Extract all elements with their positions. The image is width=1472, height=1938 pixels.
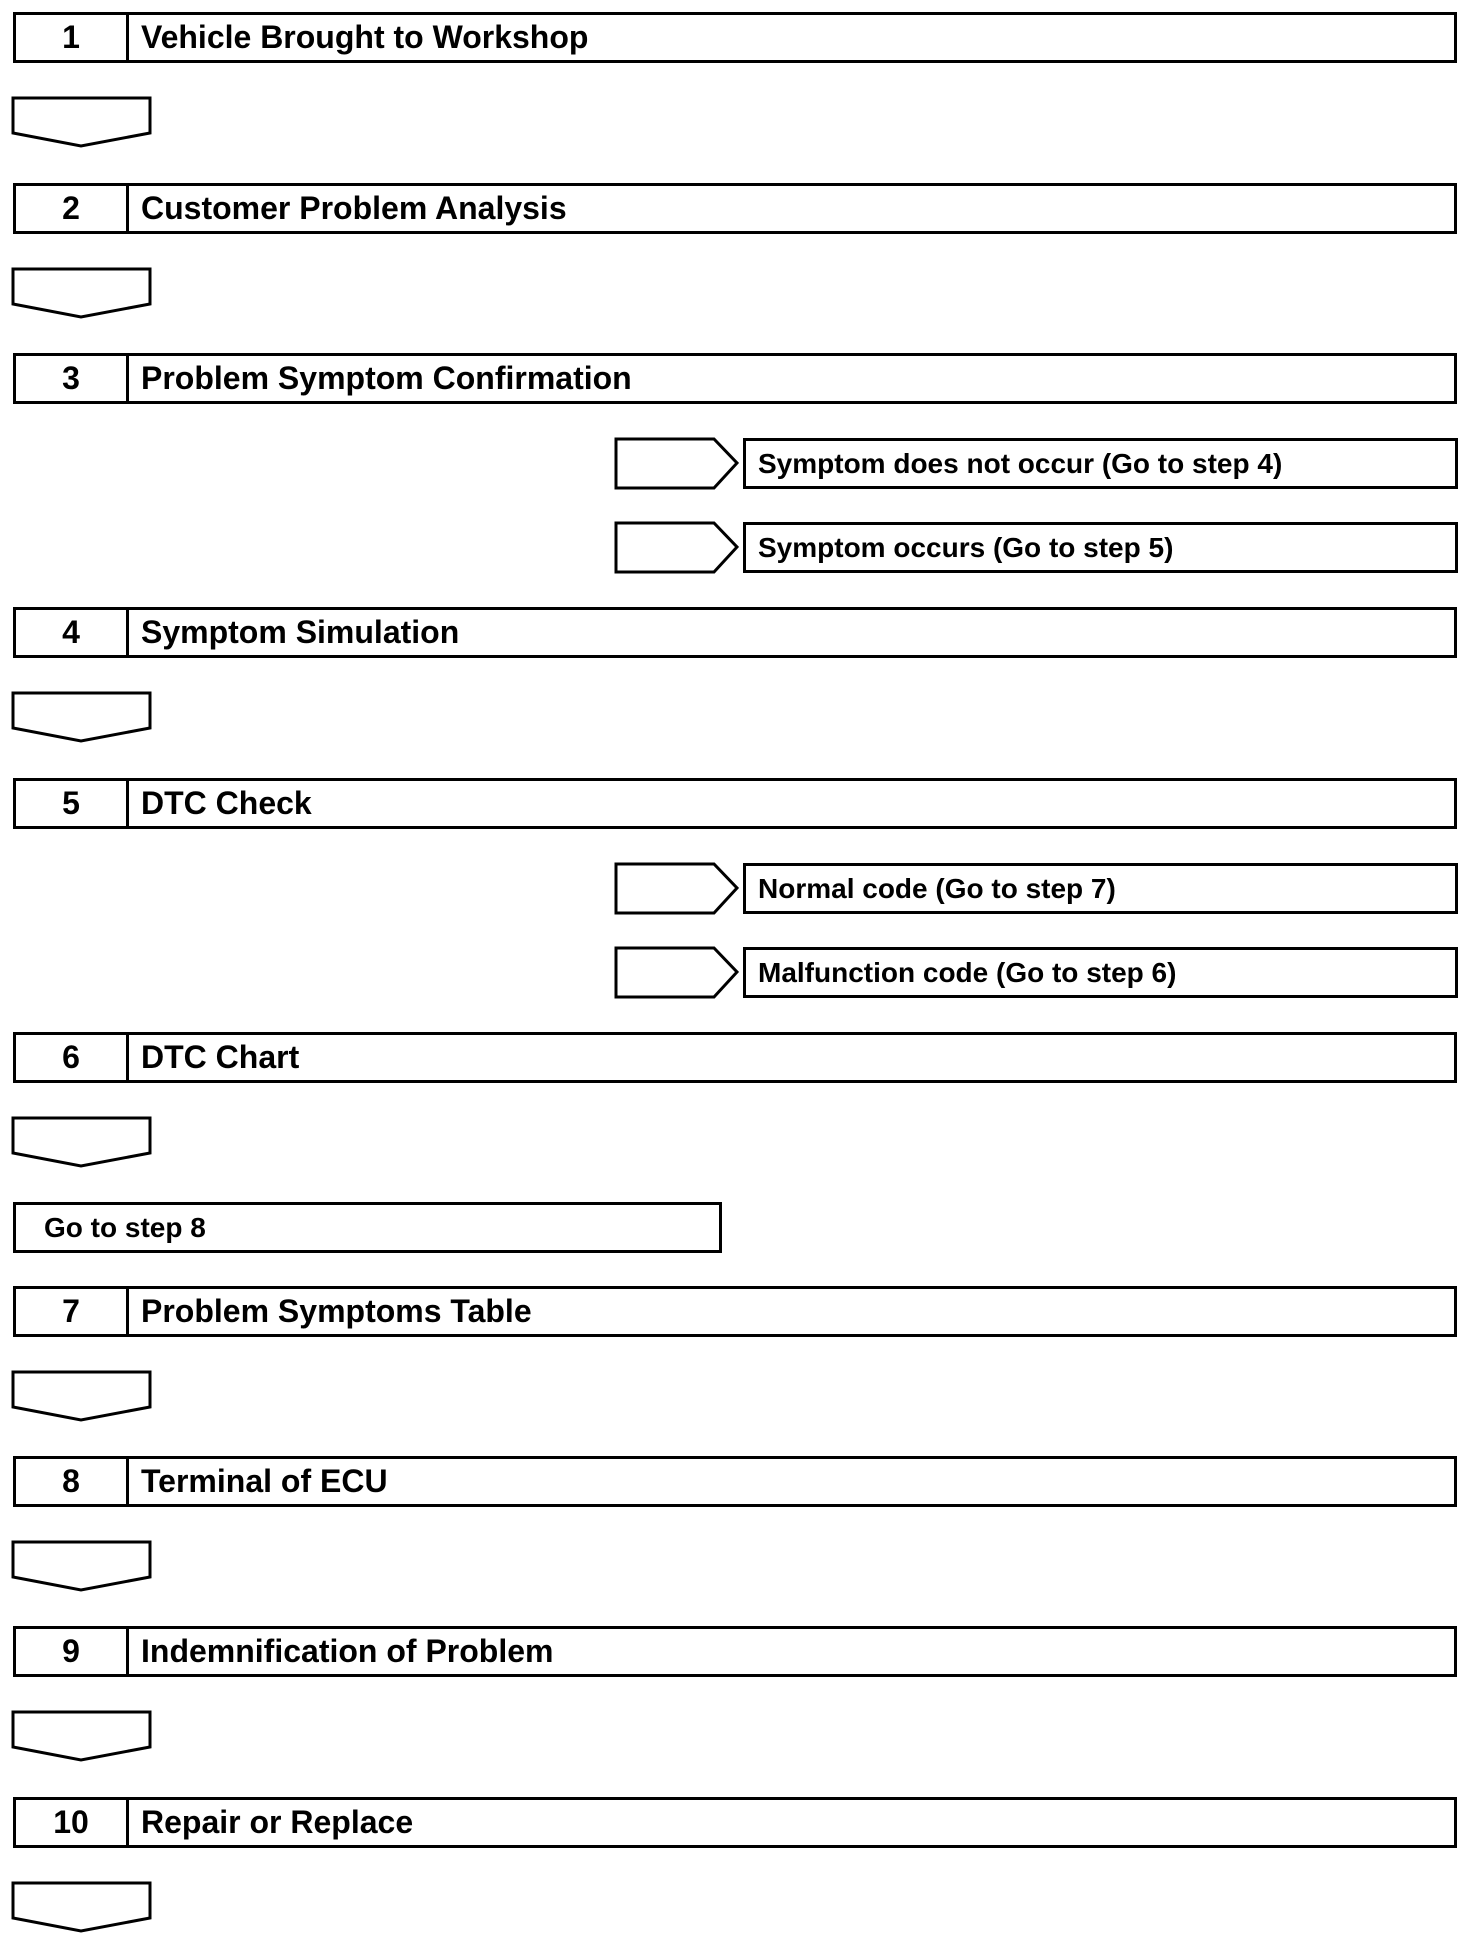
step-number: 9 bbox=[16, 1629, 129, 1674]
right-arrow-icon bbox=[614, 946, 739, 999]
step-title: Customer Problem Analysis bbox=[141, 190, 567, 226]
branch-normal-code: Normal code (Go to step 7) bbox=[743, 863, 1458, 914]
down-arrow-icon bbox=[11, 96, 152, 148]
step-7-box bbox=[13, 1286, 1457, 1337]
step-3-box bbox=[13, 353, 1457, 404]
step-10-box bbox=[13, 1797, 1457, 1848]
step-number: 10 bbox=[16, 1800, 129, 1845]
step-6-box bbox=[13, 1032, 1457, 1083]
down-arrow-icon bbox=[11, 1881, 152, 1933]
right-arrow-icon bbox=[614, 521, 739, 574]
step-title: Indemnification of Problem bbox=[141, 1633, 554, 1669]
step-title: Problem Symptoms Table bbox=[141, 1293, 532, 1329]
step-title: Terminal of ECU bbox=[141, 1463, 388, 1499]
step-1-box bbox=[13, 12, 1457, 63]
step-number: 2 bbox=[16, 186, 129, 231]
right-arrow-icon bbox=[614, 437, 739, 490]
step-number: 7 bbox=[16, 1289, 129, 1334]
step-number: 1 bbox=[16, 15, 129, 60]
step-number: 4 bbox=[16, 610, 129, 655]
step-4-box bbox=[13, 607, 1457, 658]
down-arrow-icon bbox=[11, 1710, 152, 1762]
step-title: Repair or Replace bbox=[141, 1804, 414, 1840]
goto-step-8-box: Go to step 8 bbox=[13, 1202, 722, 1253]
step-number: 8 bbox=[16, 1459, 129, 1504]
step-title: Problem Symptom Confirmation bbox=[141, 360, 632, 396]
step-5-box bbox=[13, 778, 1457, 829]
branch-symptom-occurs: Symptom occurs (Go to step 5) bbox=[743, 522, 1458, 573]
step-title: Vehicle Brought to Workshop bbox=[141, 19, 589, 55]
down-arrow-icon bbox=[11, 1370, 152, 1422]
step-number: 5 bbox=[16, 781, 129, 826]
down-arrow-icon bbox=[11, 1540, 152, 1592]
step-8-box bbox=[13, 1456, 1457, 1507]
step-title: DTC Chart bbox=[141, 1039, 300, 1075]
step-number: 3 bbox=[16, 356, 129, 401]
down-arrow-icon bbox=[11, 1116, 152, 1168]
branch-malfunction-code: Malfunction code (Go to step 6) bbox=[743, 947, 1458, 998]
step-number: 6 bbox=[16, 1035, 129, 1080]
down-arrow-icon bbox=[11, 267, 152, 319]
right-arrow-icon bbox=[614, 862, 739, 915]
step-title: DTC Check bbox=[141, 785, 312, 821]
step-2-box bbox=[13, 183, 1457, 234]
step-title: Symptom Simulation bbox=[141, 614, 460, 650]
branch-symptom-not-occur: Symptom does not occur (Go to step 4) bbox=[743, 438, 1458, 489]
down-arrow-icon bbox=[11, 691, 152, 743]
step-9-box bbox=[13, 1626, 1457, 1677]
